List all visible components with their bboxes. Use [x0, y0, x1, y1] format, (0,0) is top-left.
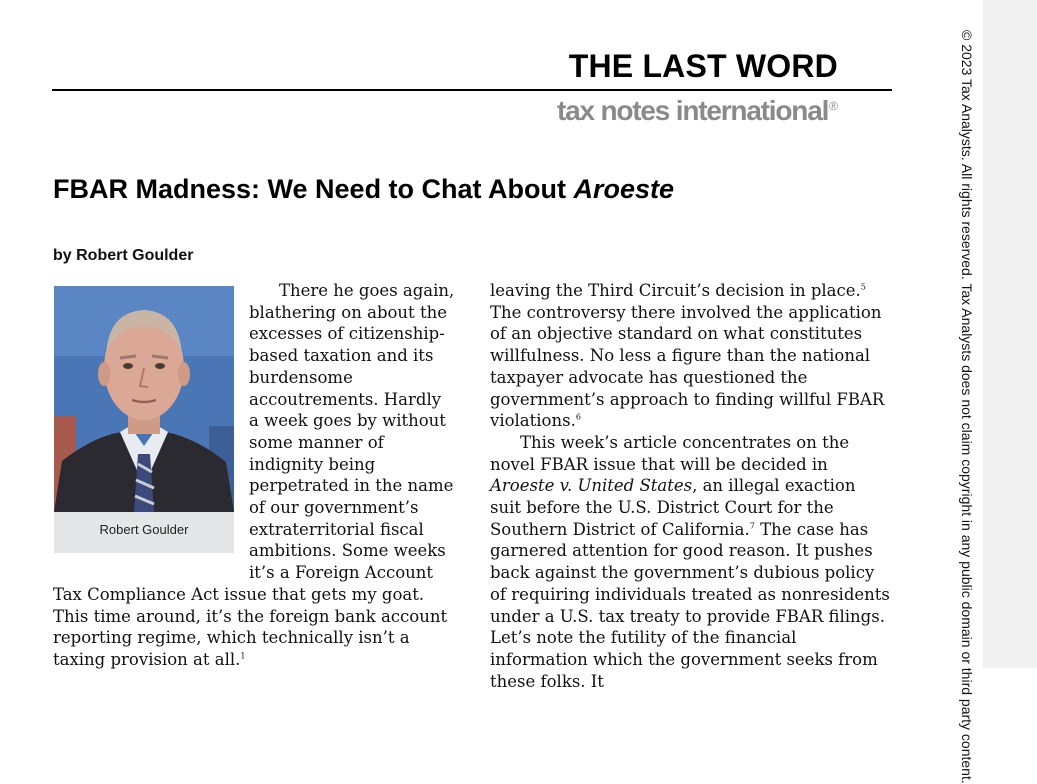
article-column-2 — [490, 280, 890, 692]
paragraph-3c: The case has garnered attention for good reason. It pushes back against the government’s dubious policy of requiring individuals treated as nonresidents under a U.S. tax treaty to provide FBAR filings. Let’s note the futility of the financial information which the government seeks from these folks. It — [490, 519, 890, 691]
paragraph-3b: , an illegal exaction suit before the U.S. District Court for the Southern District of California. — [490, 476, 856, 539]
paragraph-2a: leaving the Third Circuit’s decision in place. — [490, 281, 861, 300]
article-column-1 — [53, 280, 455, 671]
photo-float-spacer — [53, 280, 249, 578]
page-gutter — [983, 0, 1037, 668]
registered-mark: ® — [829, 98, 838, 113]
byline: by Robert Goulder — [53, 247, 194, 264]
footnote-5[interactable]: 5 — [860, 282, 866, 292]
paragraph-3a: This week’s article concentrates on the novel FBAR issue that will be decided in — [490, 432, 850, 474]
paragraph-2b: The controversy there involved the application of an objective standard on what constitutes willfulness. No less a figure than the national taxpayer advocate has questioned the government’s approach to finding willful FBAR violations. — [490, 302, 885, 431]
photo-caption: Robert Goulder — [99, 522, 189, 537]
publication-logo — [557, 95, 838, 127]
case-name: Aroeste v. United States — [490, 476, 693, 496]
title-italic: Aroeste — [573, 174, 675, 204]
paragraph-1 — [53, 280, 455, 671]
paragraph-2 — [490, 280, 890, 432]
publication-name: tax notes international — [557, 95, 829, 126]
paragraph-3 — [490, 432, 890, 692]
paragraph-1-text: There he goes again, blathering on about the excesses of citizenship-based taxation and its burdensome accoutrements. Hardly a week goes by without some manner of indignity being perpetrated in the name of our government’s extraterritorial fiscal ambitions. Some weeks it’s a Foreign Account Tax Compliance Act issue that gets my goat. This time around, it’s the foreign bank account reporting regime, which technically isn’t a taxing provision at all. — [53, 281, 455, 669]
article-title — [53, 174, 674, 205]
section-title: THE LAST WORD — [568, 48, 838, 84]
footnote-1[interactable]: 1 — [240, 651, 246, 661]
footnote-6[interactable]: 6 — [575, 412, 581, 422]
title-main: FBAR Madness: We Need to Chat About — [53, 174, 574, 204]
footnote-7[interactable]: 7 — [749, 521, 755, 531]
header-rule — [52, 89, 892, 91]
copyright-notice: © 2023 Tax Analysts. All rights reserved. Tax Analysts does not claim copyright in any public domain or third party content. — [959, 30, 975, 784]
